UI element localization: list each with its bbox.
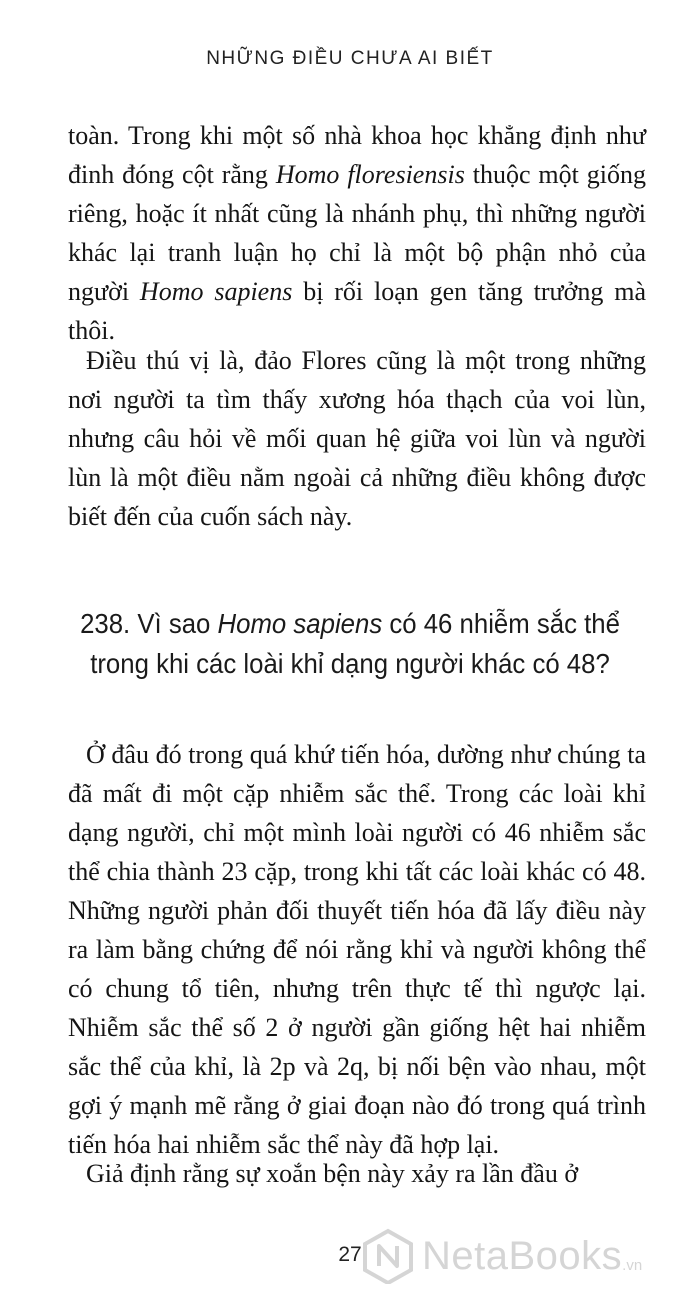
species-name-italic: Homo sapiens — [139, 277, 293, 306]
paragraph-next — [68, 1154, 646, 1193]
paragraph-text: Ở đâu đó trong quá khứ tiến hóa, dường như chúng ta đã mất đi một cặp nhiễm sắc thể. Trong các loài khỉ dạng người, chỉ một mình loài người có 46 nhiễm sắc thể chia thành 23 cặp, trong khi tất các loài khác có 48. Những người phản đối thuyết tiến hóa đã lấy điều này ra làm bằng chứng để nói rằng khỉ và người không thể có chung tổ tiên, nhưng trên thực tế thì ngược lại. Nhiễm sắc thể số 2 ở người gần giống hệt hai nhiễm sắc thể của khỉ, là 2p và 2q, bị nối bện vào nhau, một gợi ý mạnh mẽ rằng ở giai đoạn nào đó trong quá trình tiến hóa hai nhiễm sắc thể này đã hợp lại. — [68, 740, 646, 1159]
paragraph-text: toàn. Trong khi một số nhà khoa học khẳng định như đinh đóng cột rằng — [68, 121, 646, 189]
section-heading-prefix: 238. Vì sao — [80, 608, 218, 639]
section-heading — [65, 604, 635, 684]
paragraph-text: thuộc một giống riêng, hoặc ít nhất cũng là nhánh phụ, thì những người khác lại tranh luận họ chỉ là một bộ phận nhỏ của người — [68, 160, 646, 306]
page-number: 27 — [338, 1243, 362, 1266]
watermark-text: NetaBooks — [422, 1233, 623, 1278]
paragraph-chromosomes — [68, 735, 646, 1164]
paragraph-continued — [68, 116, 646, 350]
watermark-suffix: .vn — [622, 1257, 643, 1274]
netabooks-logo-icon — [360, 1228, 416, 1284]
section-heading-rest: có 46 nhiễm sắc thể trong khi các loài khỉ dạng người khác có 48? — [90, 608, 620, 679]
paragraph-text: bị rối loạn gen tăng trưởng mà thôi. — [68, 277, 646, 345]
section-heading-italic: Homo sapiens — [217, 608, 383, 639]
paragraph-flores — [68, 341, 646, 536]
watermark — [360, 1226, 690, 1286]
paragraph-text: Điều thú vị là, đảo Flores cũng là một trong những nơi người ta tìm thấy xương hóa thạch của voi lùn, nhưng câu hỏi về mối quan hệ giữa voi lùn và người lùn là một điều nằm ngoài cả những điều không được biết đến của cuốn sách này. — [68, 346, 646, 531]
paragraph-text: Giả định rằng sự xoắn bện này xảy ra lần đầu ở — [86, 1159, 579, 1188]
running-header: NHỮNG ĐIỀU CHƯA AI BIẾT — [206, 48, 494, 69]
species-name-italic: Homo floresiensis — [275, 160, 465, 189]
